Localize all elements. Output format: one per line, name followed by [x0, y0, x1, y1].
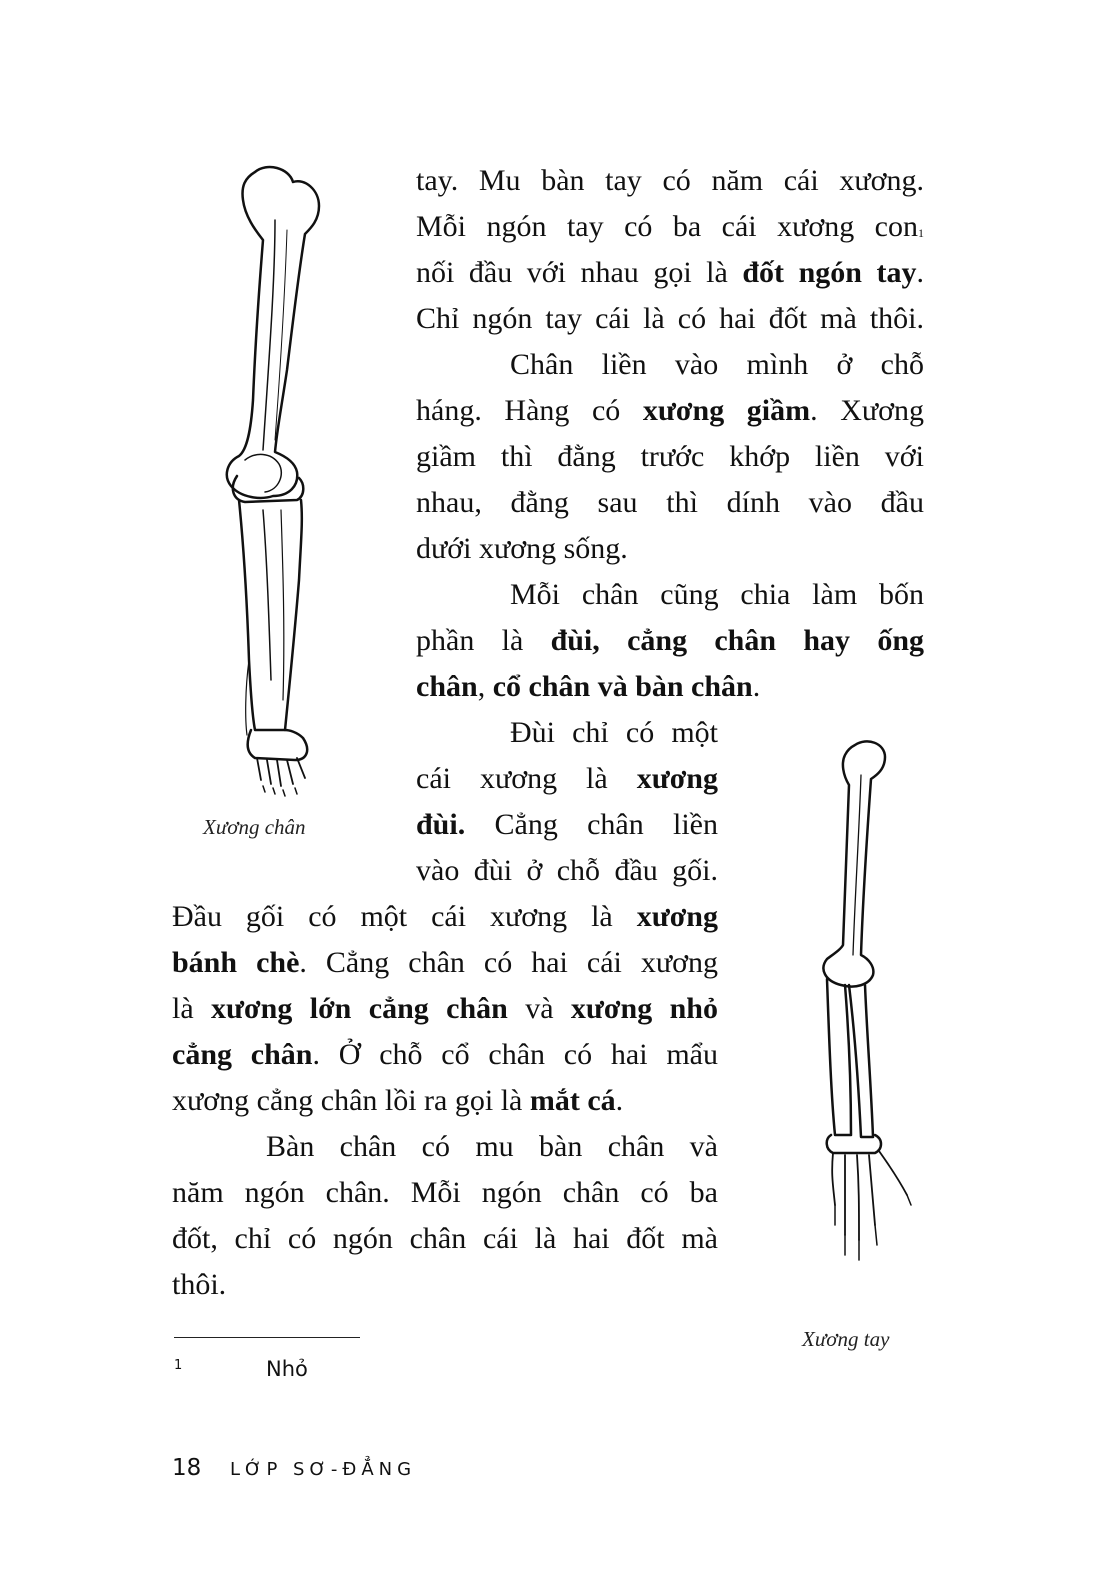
- text-line: nối đầu với nhau gọi là đốt ngón tay.: [416, 256, 924, 289]
- text-line: đốt, chỉ có ngón chân cái là hai đốt mà: [172, 1222, 718, 1255]
- running-head: LỚP SƠ-ĐẲNG: [230, 1459, 417, 1480]
- text-line: tay. Mu bàn tay có năm cái xương.: [416, 164, 924, 197]
- text-line: chân, cổ chân và bàn chân.: [416, 670, 761, 703]
- text-line: Chỉ ngón tay cái là có hai đốt mà thôi.: [416, 302, 924, 335]
- leg-caption: Xương chân: [203, 815, 306, 839]
- text-line: giầm thì đằng trước khớp liền với: [416, 440, 924, 473]
- text-line: cái xương là xương: [416, 762, 718, 795]
- arm-bones-illustration: [805, 735, 925, 1275]
- text-line: Bàn chân có mu bàn chân và: [266, 1130, 718, 1163]
- text-line: năm ngón chân. Mỗi ngón chân có ba: [172, 1176, 718, 1209]
- text-line: xương cẳng chân lồi ra gọi là mắt cá.: [172, 1084, 624, 1117]
- text-line: bánh chè. Cẳng chân có hai cái xương: [172, 946, 718, 979]
- text-line: vào đùi ở chỗ đầu gối.: [416, 854, 718, 887]
- leg-bones-illustration: [215, 160, 335, 800]
- text-line: thôi.: [172, 1268, 227, 1301]
- footnote-number: 1: [174, 1358, 183, 1373]
- text-line: Đùi chỉ có một: [510, 716, 718, 749]
- text-line: Đầu gối có một cái xương là xương: [172, 900, 718, 933]
- text-line: đùi. Cẳng chân liền: [416, 808, 718, 841]
- text-line: cẳng chân. Ở chỗ cổ chân có hai mẩu: [172, 1038, 718, 1071]
- footnote-text: Nhỏ: [266, 1357, 308, 1381]
- text-line: nhau, đằng sau thì dính vào đầu: [416, 486, 924, 519]
- page-number: 18: [172, 1455, 202, 1481]
- text-line: dưới xương sống.: [416, 532, 628, 565]
- text-line: Chân liền vào mình ở chỗ: [510, 348, 924, 381]
- text-line: Mỗi chân cũng chia làm bốn: [510, 578, 924, 611]
- text-line: Mỗi ngón tay có ba cái xương con$^1$: [416, 210, 924, 243]
- text-line: phần là đùi, cẳng chân hay ống: [416, 624, 925, 657]
- arm-caption: Xương tay: [802, 1327, 890, 1351]
- footnote-rule: [174, 1337, 360, 1338]
- text-line: háng. Hàng có xương giầm. Xương: [416, 394, 924, 427]
- text-line: là xương lớn cẳng chân và xương nhỏ: [172, 992, 718, 1025]
- footnote-reference: 1: [918, 226, 924, 240]
